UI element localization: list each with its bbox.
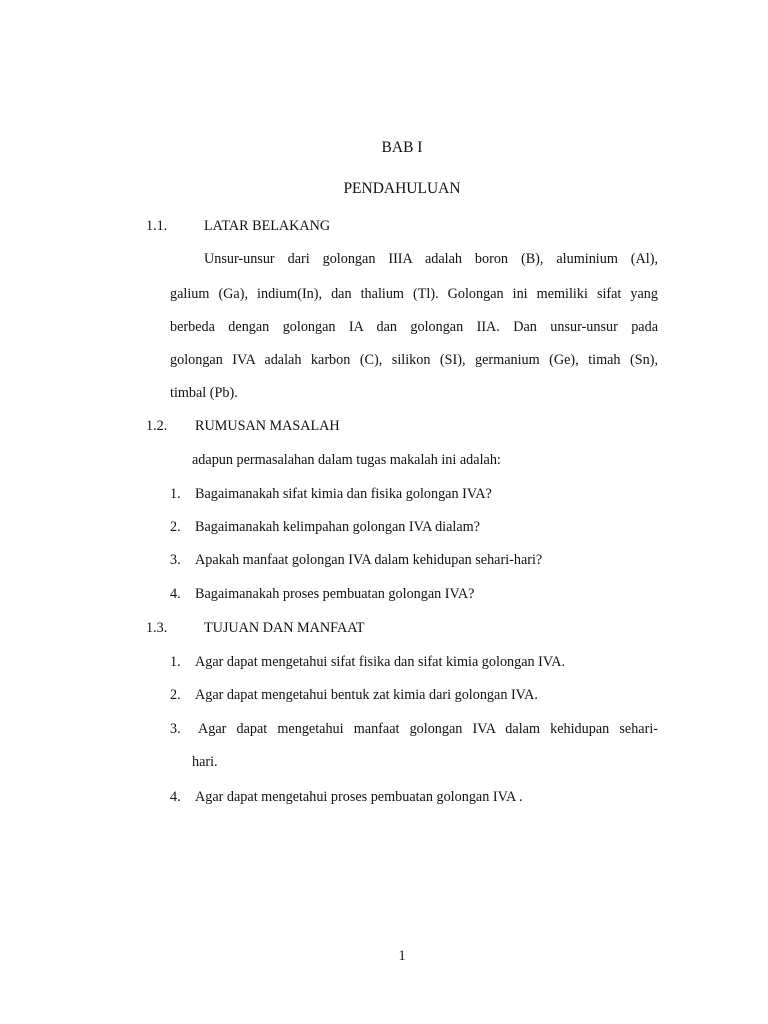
list-number: 4. [170, 586, 181, 602]
list-text: Bagaimanakah proses pembuatan golongan IVA? [195, 586, 475, 602]
list-text: Bagaimanakah kelimpahan golongan IVA dialam? [195, 519, 480, 535]
section-number: 1.2. [146, 418, 168, 434]
list-text: Agar dapat mengetahui bentuk zat kimia dari golongan IVA. [195, 687, 538, 703]
chapter-title: PENDAHULUAN [343, 180, 461, 197]
paragraph-line: berbeda dengan golongan IA dan golongan IIA. Dan unsur-unsur pada [170, 319, 658, 335]
list-number: 3. [170, 721, 181, 737]
list-number: 3. [170, 552, 181, 568]
list-text: Agar dapat mengetahui sifat fisika dan sifat kimia golongan IVA. [195, 654, 566, 670]
list-number: 4. [170, 789, 181, 805]
paragraph-line: Unsur-unsur dari golongan IIIA adalah boron (B), aluminium (Al), [204, 251, 658, 267]
section-heading: LATAR BELAKANG [204, 218, 331, 234]
paragraph-line: golongan IVA adalah karbon (C), silikon (SI), germanium (Ge), timah (Sn), [170, 352, 658, 368]
list-text: Agar dapat mengetahui manfaat golongan IVA dalam kehidupan sehari- [198, 721, 658, 737]
section-heading: TUJUAN DAN MANFAAT [204, 620, 365, 636]
list-text: Agar dapat mengetahui proses pembuatan golongan IVA . [195, 789, 523, 805]
paragraph-line: galium (Ga), indium(In), dan thalium (Tl). Golongan ini memiliki sifat yang [170, 286, 658, 302]
list-number: 2. [170, 519, 181, 535]
section-number: 1.1. [146, 218, 168, 234]
chapter-label: BAB I [381, 139, 423, 156]
section-intro: adapun permasalahan dalam tugas makalah ini adalah: [192, 452, 501, 468]
list-text-continuation: hari. [192, 754, 218, 770]
list-number: 1. [170, 654, 181, 670]
paragraph-line: timbal (Pb). [170, 385, 238, 401]
section-number: 1.3. [146, 620, 168, 636]
list-text: Apakah manfaat golongan IVA dalam kehidupan sehari-hari? [195, 552, 543, 568]
list-text: Bagaimanakah sifat kimia dan fisika golongan IVA? [195, 486, 492, 502]
section-heading: RUMUSAN MASALAH [195, 418, 340, 434]
list-number: 1. [170, 486, 181, 502]
list-number: 2. [170, 687, 181, 703]
page-number: 1 [398, 948, 406, 964]
